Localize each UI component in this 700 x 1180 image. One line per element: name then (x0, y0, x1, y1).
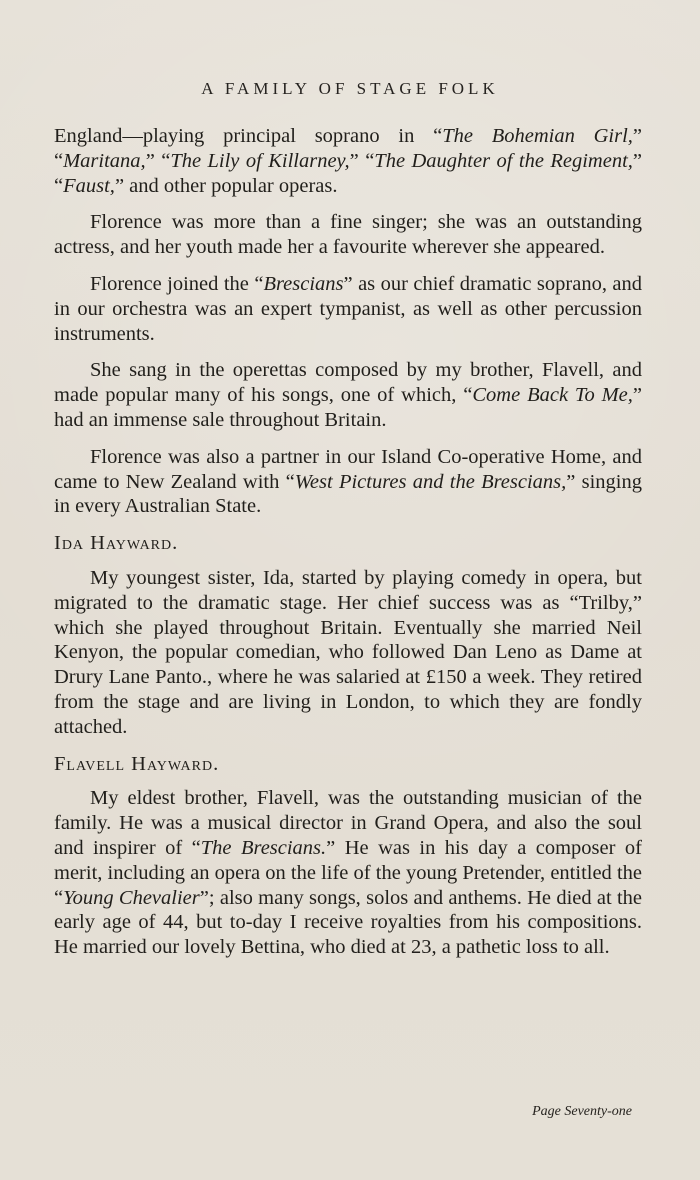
p4-text-2: ” had an immense sale throughout Britain. (54, 384, 642, 431)
p1-text-3: ” “ (145, 149, 171, 172)
paragraph-3 (54, 272, 642, 346)
p4-italic-1: Come Back To Me, (472, 384, 633, 407)
p1-text-6: ” and other popular operas. (114, 174, 338, 197)
running-head: A FAMILY OF STAGE FOLK (201, 79, 499, 98)
paragraph-5 (54, 445, 642, 519)
p7-italic-2: Young Chevalier (63, 886, 200, 909)
body-text (54, 124, 642, 972)
p7-text-2: ” He was in his day a composer of merit, including an opera on the life of the young Pretender, entitled the “ (54, 836, 642, 909)
p1-italic-2: Maritana, (63, 149, 146, 172)
p1-text-4: ” “ (349, 149, 375, 172)
p1-italic-5: Faust, (63, 174, 115, 197)
p7-text-3: ”; also many songs, solos and anthems. He died at the early age of 44, but to-day I receive royalties from his compositions. He married our lovely Bettina, who died at 23, a pathetic loss to all. (54, 886, 643, 959)
p3-text-1: Florence joined the “ (90, 272, 264, 295)
p3-italic-1: Brescians (263, 272, 344, 295)
p7-italic-1: The Brescians. (200, 836, 327, 859)
section-heading-flavell-hayward: Flavell Hayward. (54, 752, 220, 775)
page-number: Page Seventy-one (532, 1104, 632, 1119)
section-heading-ida-hayward: Ida Hayward. (54, 532, 179, 555)
p5-text-1: Florence was also a partner in our Island Co-operative Home, and came to New Zealand with “ (54, 445, 642, 493)
p1-text-5: ” “ (54, 149, 642, 197)
p1-text-1: England—playing principal soprano in “ (54, 125, 443, 147)
p7-text-1: My eldest brother, Flavell, was the outstanding musician of the family. He was a musical director in Grand Opera, and also the soul and inspirer of “ (54, 787, 642, 859)
p1-italic-3: The Lily of Killarney, (170, 149, 350, 172)
paragraph-7 (54, 786, 642, 960)
p1-italic-1: The Bohemian Girl, (442, 125, 633, 147)
paragraph-6: My youngest sister, Ida, started by playing comedy in opera, but migrated to the dramatic stage. Her chief success was as “Trilby,” which she played throughout Britain. Eventually she married Neil Kenyon, the popular comedian, who followed Dan Leno as Dame at Drury Lane Panto., where he was salaried at £150 a week. They retired from the stage and are living in London, to which they are fondly attached. (54, 566, 642, 738)
p4-text-1: She sang in the operettas composed by my brother, Flavell, and made popular many of his songs, one of which, “ (54, 359, 642, 407)
p1-text-2: ” “ (54, 125, 642, 172)
paragraph-4 (54, 358, 642, 432)
p5-italic-1: West Pictures and the Brescians, (294, 470, 567, 493)
p3-text-2: ” as our chief dramatic soprano, and in our orchestra was an expert tympanist, as well as other percussion instruments. (54, 272, 642, 345)
p1-italic-4: The Daughter of the Regiment, (374, 149, 633, 172)
paragraph-2: Florence was more than a fine singer; she was an outstanding actress, and her youth made her a favourite wherever she appeared. (54, 211, 642, 259)
paragraph-1 (54, 124, 642, 198)
p5-text-2: ” singing in every Australian State. (54, 470, 643, 518)
